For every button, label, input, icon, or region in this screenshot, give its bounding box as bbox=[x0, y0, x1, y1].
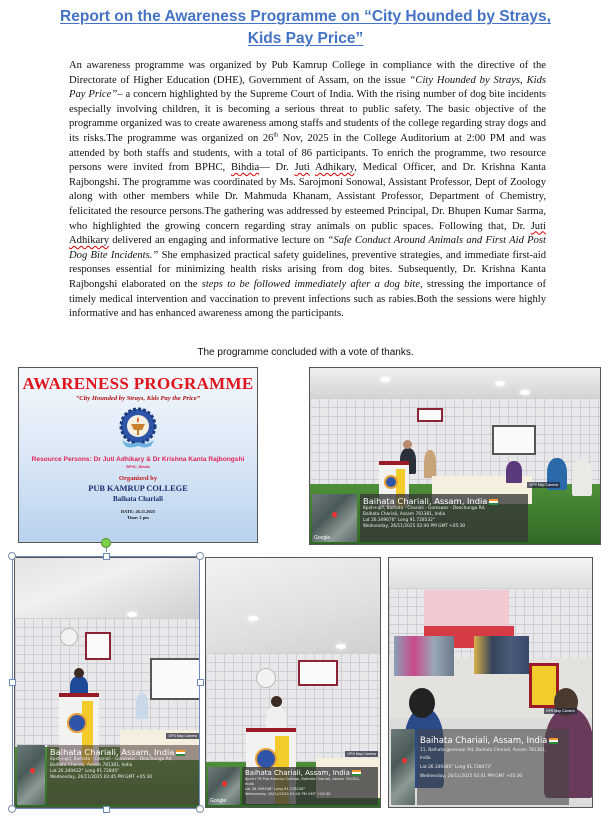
map-thumbnail bbox=[312, 494, 357, 542]
india-flag-icon bbox=[549, 738, 558, 744]
gps-address-1: 8pxh+78 Pub Kamrup College, Baihata Chariali, Assam 781381, bbox=[245, 777, 361, 781]
spellcheck-word: Juti bbox=[294, 162, 310, 174]
text-run: — Dr. bbox=[259, 162, 295, 174]
poster-heading: AWARENESS PROGRAMME bbox=[22, 374, 254, 393]
italic-lecture-title: “Safe Conduct Around Animals and First Aid Post Dog Bite Incidents.” bbox=[69, 235, 546, 261]
report-paragraph bbox=[69, 59, 546, 322]
photo-speaker-woman[interactable] bbox=[14, 557, 200, 808]
google-logo: Google bbox=[314, 535, 331, 541]
gps-badge: GPS Map Camera bbox=[546, 709, 575, 713]
resize-handle-bottom-right[interactable] bbox=[196, 805, 204, 813]
map-thumbnail bbox=[208, 767, 240, 805]
text-run: , stressing the importance of timely medical intervention and vaccination to prevent infections such as rabies.Both the sessions were highly informative and has enhanced awareness among the participants. bbox=[69, 278, 546, 320]
ceiling bbox=[15, 558, 199, 618]
poster-image[interactable] bbox=[18, 367, 258, 543]
photo-stage-panel[interactable] bbox=[309, 367, 601, 545]
gps-address-1: 8pxh+qcf, Baihata - Chariali - Goreswar - Deochunga Rd, bbox=[363, 506, 486, 511]
spellcheck-word: Adhikary bbox=[314, 162, 355, 174]
poster-college: PUB KAMRUP COLLEGE bbox=[88, 484, 188, 493]
host-person bbox=[424, 450, 436, 478]
india-flag-icon bbox=[176, 750, 185, 756]
ceiling bbox=[389, 558, 592, 588]
map-thumbnail bbox=[391, 729, 415, 805]
map-thumbnail bbox=[17, 745, 45, 805]
resize-handle-top[interactable] bbox=[103, 553, 110, 560]
wall-fan bbox=[256, 668, 276, 688]
gps-badge: GPS Map Camera bbox=[529, 483, 558, 487]
gps-coordinates: Lat 26.349448° Long 91.728258° bbox=[245, 787, 306, 791]
poster-affiliation: BPHC, Bihdia bbox=[126, 465, 150, 469]
speaker-head bbox=[74, 668, 84, 678]
map-pin-icon bbox=[221, 780, 228, 787]
air-conditioner bbox=[85, 632, 111, 660]
gps-timestamp: Wednesday, 26/11/2025 02:40 PM GMT +05:30 bbox=[363, 524, 466, 529]
italic-topic: steps to be followed immediately after a dog bite bbox=[201, 278, 421, 290]
report-title-line-2: Kids Pay Price” bbox=[247, 30, 364, 47]
gps-timestamp: Wednesday, 26/11/2025 03:18 PM GMT +05:30 bbox=[245, 792, 331, 796]
ceiling-light bbox=[520, 390, 530, 395]
gps-location: Baihata Chariali, Assam, India bbox=[420, 736, 548, 746]
gps-coordinates: Lat 26.349432° Long 91.72845° bbox=[50, 769, 120, 774]
map-pin-icon bbox=[29, 767, 36, 774]
speaker-head bbox=[403, 440, 412, 449]
gps-location: Baihata Chariali, Assam, India bbox=[245, 769, 350, 777]
closing-line: The programme concluded with a vote of thanks. bbox=[197, 347, 414, 358]
seated-person bbox=[136, 693, 148, 719]
air-conditioner bbox=[298, 660, 338, 686]
gps-address-1: 11, Baihata-goreswar Rd, Baihata Chariali, Assam 781381, bbox=[420, 748, 547, 753]
google-logo: Google bbox=[210, 798, 227, 804]
wall-fan bbox=[60, 628, 78, 646]
text-run: delivered an engaging and informative lecture on bbox=[109, 235, 328, 247]
ceiling bbox=[206, 558, 380, 653]
audience-group bbox=[394, 636, 454, 676]
gps-badge: GPS Map Camera bbox=[347, 752, 376, 756]
poster-subtitle: “City Hounded by Strays, Kids Pay the Price” bbox=[75, 395, 201, 402]
india-flag-icon bbox=[489, 499, 498, 505]
ceiling-light bbox=[336, 644, 346, 649]
resize-handle-bottom-left[interactable] bbox=[8, 805, 16, 813]
gps-info-box bbox=[47, 745, 199, 805]
report-title-line-1: Report on the Awareness Programme on “City Hounded by Strays, bbox=[60, 8, 551, 25]
resize-handle-top-right[interactable] bbox=[196, 552, 204, 560]
spellcheck-word: Juti bbox=[530, 220, 546, 232]
audience-group bbox=[474, 636, 529, 674]
panel-person bbox=[506, 461, 522, 483]
report-title bbox=[0, 6, 611, 50]
gps-timestamp: Wednesday, 26/11/2025 02:45 PM GMT +05:30 bbox=[50, 775, 153, 780]
ceiling-light bbox=[495, 381, 505, 386]
college-emblem-icon bbox=[116, 406, 160, 450]
gps-address-2: Baihata Chariali, Assam 781381, India bbox=[50, 763, 133, 768]
gps-info-box bbox=[417, 729, 569, 805]
gps-info-box bbox=[242, 767, 378, 805]
gps-address-2: Baihata Chariali, Assam 781381, India bbox=[363, 512, 446, 517]
spellcheck-word: Bihdia bbox=[230, 162, 260, 174]
air-conditioner bbox=[417, 408, 443, 422]
poster-time: Time: 2 pm bbox=[127, 515, 149, 520]
gps-overlay bbox=[310, 489, 600, 544]
resize-handle-left[interactable] bbox=[9, 679, 16, 686]
projector-screen bbox=[150, 658, 200, 700]
ceiling-light bbox=[380, 377, 390, 382]
poster-resource-persons: Resource Persons: Dr Juti Adhikary & Dr Krishna Kanta Rajbongshi bbox=[31, 456, 245, 463]
resize-handle-bottom[interactable] bbox=[103, 806, 110, 813]
gps-overlay bbox=[206, 761, 380, 807]
gps-overlay bbox=[389, 725, 592, 807]
foreground-head bbox=[409, 688, 435, 718]
poster-date: DATE: 26.11.2025 bbox=[121, 509, 155, 514]
gps-coordinates: Lat 26.349385° Long 91.728473° bbox=[420, 765, 492, 770]
gps-badge: GPS Map Camera bbox=[168, 734, 197, 738]
spellcheck-word: Adhikary bbox=[69, 235, 110, 247]
ceiling-light bbox=[248, 616, 258, 621]
gps-location: Baihata Chariali, Assam, India bbox=[50, 747, 175, 757]
gps-timestamp: Wednesday, 26/11/2025 02:41 PM GMT +05:30 bbox=[420, 774, 523, 779]
text-run: – a concern highlighted by the Supreme Court of India. With the rising number of dog bite incidents especially involving children, it is becoming a serious threat to public safety. The basic objective of the programme organized was to create awareness among staffs and students of the college regarding stray dogs and its risks.The programme was organized on 26 bbox=[69, 89, 547, 144]
gps-address-2: India bbox=[420, 756, 431, 761]
gps-address-2: India bbox=[245, 782, 254, 786]
resize-handle-right[interactable] bbox=[197, 679, 204, 686]
resize-handle-top-left[interactable] bbox=[8, 552, 16, 560]
gps-address-1: 8pxh+qcf, Baihata - Chariali - Goreswar - Deochunga Rd, bbox=[50, 757, 173, 762]
text-run: Nov, 2025 in the College Auditorium at 2:00 PM and was attended by both staffs and students, with a total of 86 participants. To enrich the programme, two resource persons were invited from BPHC, bbox=[69, 132, 546, 174]
india-flag-icon bbox=[352, 770, 361, 776]
text-run: She emphasized practical safety guidelines, preventive strategies, and immediate first-aid responses essential for minimizing health risks arising from dog bites. Subsequently, Dr. Krishna Kanta Rajbongshi elaborated on the bbox=[69, 249, 546, 290]
text-run: , Medical Officer, and Dr. Krishna Kanta Rajbongshi. The programme was coordinated by Ms. Sarojmoni Sonowal, Assistant Professor, Dept of Zoology along with other members while Dr. Mahmuda Khanam, Assistant Professor, Department of Chemistry, felicitated the resource persons.The gathering was addressed by esteemed Principal, Dr. Bhupen Kumar Sarma, who highlighted the growing concern regarding stray animals on public spaces. Following that, Dr. bbox=[69, 162, 546, 232]
gps-coordinates: Lat 26.349676° Long 91.728532° bbox=[363, 518, 435, 523]
ceiling bbox=[310, 368, 600, 398]
projector-screen bbox=[492, 425, 536, 455]
speaker-head bbox=[271, 696, 282, 707]
report-body bbox=[69, 59, 546, 322]
gps-location: Baihata Chariali, Assam, India bbox=[363, 496, 488, 506]
italic-issue-title: “City Hounded by Strays, Kids Pay Price” bbox=[69, 74, 546, 101]
gps-overlay bbox=[15, 741, 199, 807]
photo-audience[interactable] bbox=[388, 557, 593, 808]
photo-speaker-man[interactable] bbox=[205, 557, 381, 808]
poster-organized-by: Organized by bbox=[118, 475, 158, 482]
poster-location: Baihata Chariali bbox=[113, 495, 163, 503]
text-run: An awareness programme was organized by Pub Kamrup College in compliance with the directive of the Directorate of Higher Education (DHE), Government of Assam, on the issue bbox=[69, 60, 546, 86]
rotate-handle[interactable] bbox=[101, 538, 111, 548]
ordinal-suffix: th bbox=[273, 132, 279, 139]
map-pin-icon bbox=[331, 511, 338, 518]
gps-info-box bbox=[360, 494, 528, 542]
ceiling-light bbox=[127, 612, 137, 617]
map-pin-icon bbox=[401, 757, 408, 764]
